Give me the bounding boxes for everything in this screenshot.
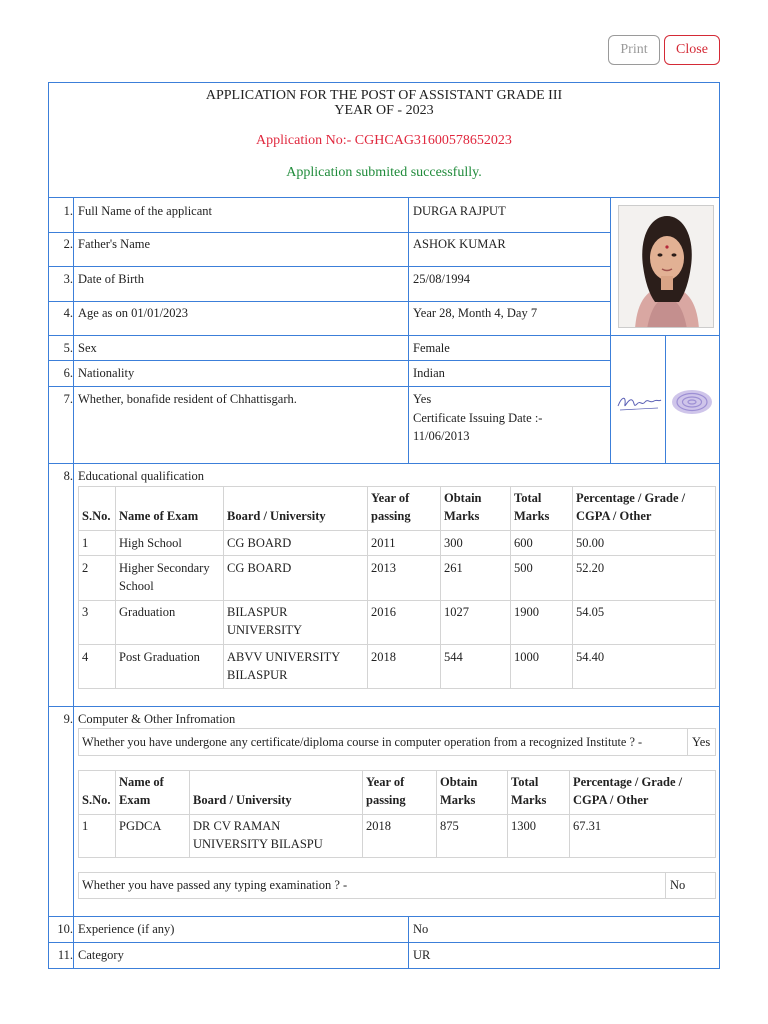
typing-answer: No bbox=[670, 878, 686, 892]
table-cell: ABVV UNIVERSITY bbox=[227, 650, 341, 664]
table-cell: 54.05 bbox=[576, 605, 605, 619]
table-cell: Post Graduation bbox=[119, 650, 200, 664]
column-header-obtain: Obtain bbox=[444, 491, 482, 505]
field-label-dob: Date of Birth bbox=[78, 272, 144, 286]
table-cell: DR CV RAMAN bbox=[193, 819, 281, 833]
field-value-full-name: DURGA RAJPUT bbox=[413, 204, 506, 218]
certificate-date-value: 11/06/2013 bbox=[413, 429, 470, 443]
column-header-year: Year of bbox=[371, 491, 410, 505]
table-cell: High School bbox=[119, 536, 182, 550]
column-header-percentage: Percentage / Grade / bbox=[573, 775, 683, 789]
table-cell: 261 bbox=[444, 561, 463, 575]
row-number: 4. bbox=[63, 306, 73, 320]
field-value-father-name: ASHOK KUMAR bbox=[413, 237, 506, 251]
table-cell: 2013 bbox=[371, 561, 396, 575]
column-header-year: passing bbox=[366, 793, 406, 807]
row-number: 1. bbox=[63, 204, 73, 218]
table-cell: UNIVERSITY bbox=[227, 623, 302, 637]
table-cell: 1900 bbox=[514, 605, 539, 619]
row-number: 11. bbox=[57, 948, 73, 962]
field-value-dob: 25/08/1994 bbox=[413, 272, 470, 286]
table-cell: 875 bbox=[440, 819, 459, 833]
section-title-education: Educational qualification bbox=[78, 469, 204, 483]
table-cell: 67.31 bbox=[573, 819, 602, 833]
field-label-category: Category bbox=[78, 948, 124, 962]
row-number: 3. bbox=[63, 272, 73, 286]
section-title-computer: Computer & Other Infromation bbox=[78, 712, 236, 726]
table-cell: 52.20 bbox=[576, 561, 605, 575]
table-cell: 1000 bbox=[514, 650, 539, 664]
table-cell: 544 bbox=[444, 650, 463, 664]
computer-course-answer: Yes bbox=[692, 735, 711, 749]
table-cell: 4 bbox=[82, 650, 89, 664]
form-year: YEAR OF - 2023 bbox=[334, 103, 434, 118]
table-cell: BILASPUR bbox=[227, 668, 288, 682]
column-header-obtain: Marks bbox=[444, 509, 480, 523]
table-cell: CG BOARD bbox=[227, 561, 292, 575]
row-number: 5. bbox=[63, 341, 73, 355]
column-header-total: Marks bbox=[511, 793, 547, 807]
column-header-exam: Exam bbox=[119, 793, 151, 807]
row-number: 10. bbox=[57, 922, 73, 936]
field-value-nationality: Indian bbox=[413, 366, 445, 380]
table-cell: 54.40 bbox=[576, 650, 605, 664]
table-cell: Higher Secondary bbox=[119, 561, 210, 575]
computer-course-question: Whether you have undergone any certificate/diploma course in computer operation from a recognized Institute ? - bbox=[82, 735, 643, 749]
application-number: Application No:- CGHCAG31600578652023 bbox=[256, 133, 512, 148]
table-cell: PGDCA bbox=[119, 819, 162, 833]
field-label-resident: Whether, bonafide resident of Chhattisgarh. bbox=[78, 392, 297, 406]
field-label-nationality: Nationality bbox=[78, 366, 135, 380]
column-header-sno: S.No. bbox=[82, 793, 111, 807]
row-number: 2. bbox=[63, 237, 73, 251]
table-cell: 2016 bbox=[371, 605, 396, 619]
table-cell: 2018 bbox=[366, 819, 391, 833]
field-value-resident: Yes bbox=[413, 392, 432, 406]
table-cell: 600 bbox=[514, 536, 533, 550]
column-header-sno: S.No. bbox=[82, 509, 111, 523]
typing-question: Whether you have passed any typing examination ? - bbox=[82, 878, 348, 892]
table-cell: UNIVERSITY BILASPU bbox=[193, 837, 323, 851]
column-header-total: Total bbox=[514, 491, 542, 505]
column-header-total: Marks bbox=[514, 509, 550, 523]
column-header-total: Total bbox=[511, 775, 539, 789]
applicant-photo bbox=[618, 205, 714, 328]
table-cell: Graduation bbox=[119, 605, 176, 619]
print-button[interactable]: Print bbox=[608, 35, 660, 65]
column-header-obtain: Obtain bbox=[440, 775, 478, 789]
thumb-impression bbox=[666, 382, 718, 422]
column-header-obtain: Marks bbox=[440, 793, 476, 807]
table-cell: 1 bbox=[82, 536, 89, 550]
row-number: 9. bbox=[63, 712, 73, 726]
form-title: APPLICATION FOR THE POST OF ASSISTANT GRADE III bbox=[205, 88, 563, 103]
field-label-experience: Experience (if any) bbox=[78, 922, 175, 936]
table-cell: 1 bbox=[82, 819, 89, 833]
field-value-category: UR bbox=[413, 948, 431, 962]
table-cell: CG BOARD bbox=[227, 536, 292, 550]
field-value-experience: No bbox=[413, 922, 429, 936]
table-cell: 300 bbox=[444, 536, 463, 550]
column-header-year: passing bbox=[371, 509, 411, 523]
field-value-age: Year 28, Month 4, Day 7 bbox=[413, 306, 538, 320]
column-header-percentage: CGPA / Other bbox=[576, 509, 652, 523]
column-header-exam: Name of Exam bbox=[119, 509, 199, 523]
applicant-signature bbox=[612, 382, 664, 422]
column-header-board: Board / University bbox=[193, 793, 292, 807]
table-cell: 2 bbox=[82, 561, 89, 575]
field-value-sex: Female bbox=[413, 341, 450, 355]
table-cell: School bbox=[119, 579, 154, 593]
submission-status: Application submited successfully. bbox=[286, 165, 482, 180]
table-cell: 1027 bbox=[444, 605, 469, 619]
table-cell: 2011 bbox=[371, 536, 396, 550]
field-label-father-name: Father's Name bbox=[78, 237, 151, 251]
table-cell: BILASPUR bbox=[227, 605, 288, 619]
row-number: 8. bbox=[63, 469, 73, 483]
table-cell: 2018 bbox=[371, 650, 396, 664]
row-number: 6. bbox=[63, 366, 73, 380]
table-cell: 500 bbox=[514, 561, 533, 575]
certificate-date-label: Certificate Issuing Date :- bbox=[413, 411, 543, 425]
row-number: 7. bbox=[63, 392, 73, 406]
table-cell: 3 bbox=[82, 605, 89, 619]
column-header-percentage: CGPA / Other bbox=[573, 793, 649, 807]
close-button[interactable]: Close bbox=[664, 35, 720, 65]
table-cell: 50.00 bbox=[576, 536, 605, 550]
field-label-full-name: Full Name of the applicant bbox=[78, 204, 212, 218]
column-header-year: Year of bbox=[366, 775, 405, 789]
column-header-percentage: Percentage / Grade / bbox=[576, 491, 686, 505]
field-label-sex: Sex bbox=[78, 341, 97, 355]
column-header-exam: Name of bbox=[119, 775, 164, 789]
table-cell: 1300 bbox=[511, 819, 536, 833]
column-header-board: Board / University bbox=[227, 509, 326, 523]
field-label-age: Age as on 01/01/2023 bbox=[78, 306, 189, 320]
